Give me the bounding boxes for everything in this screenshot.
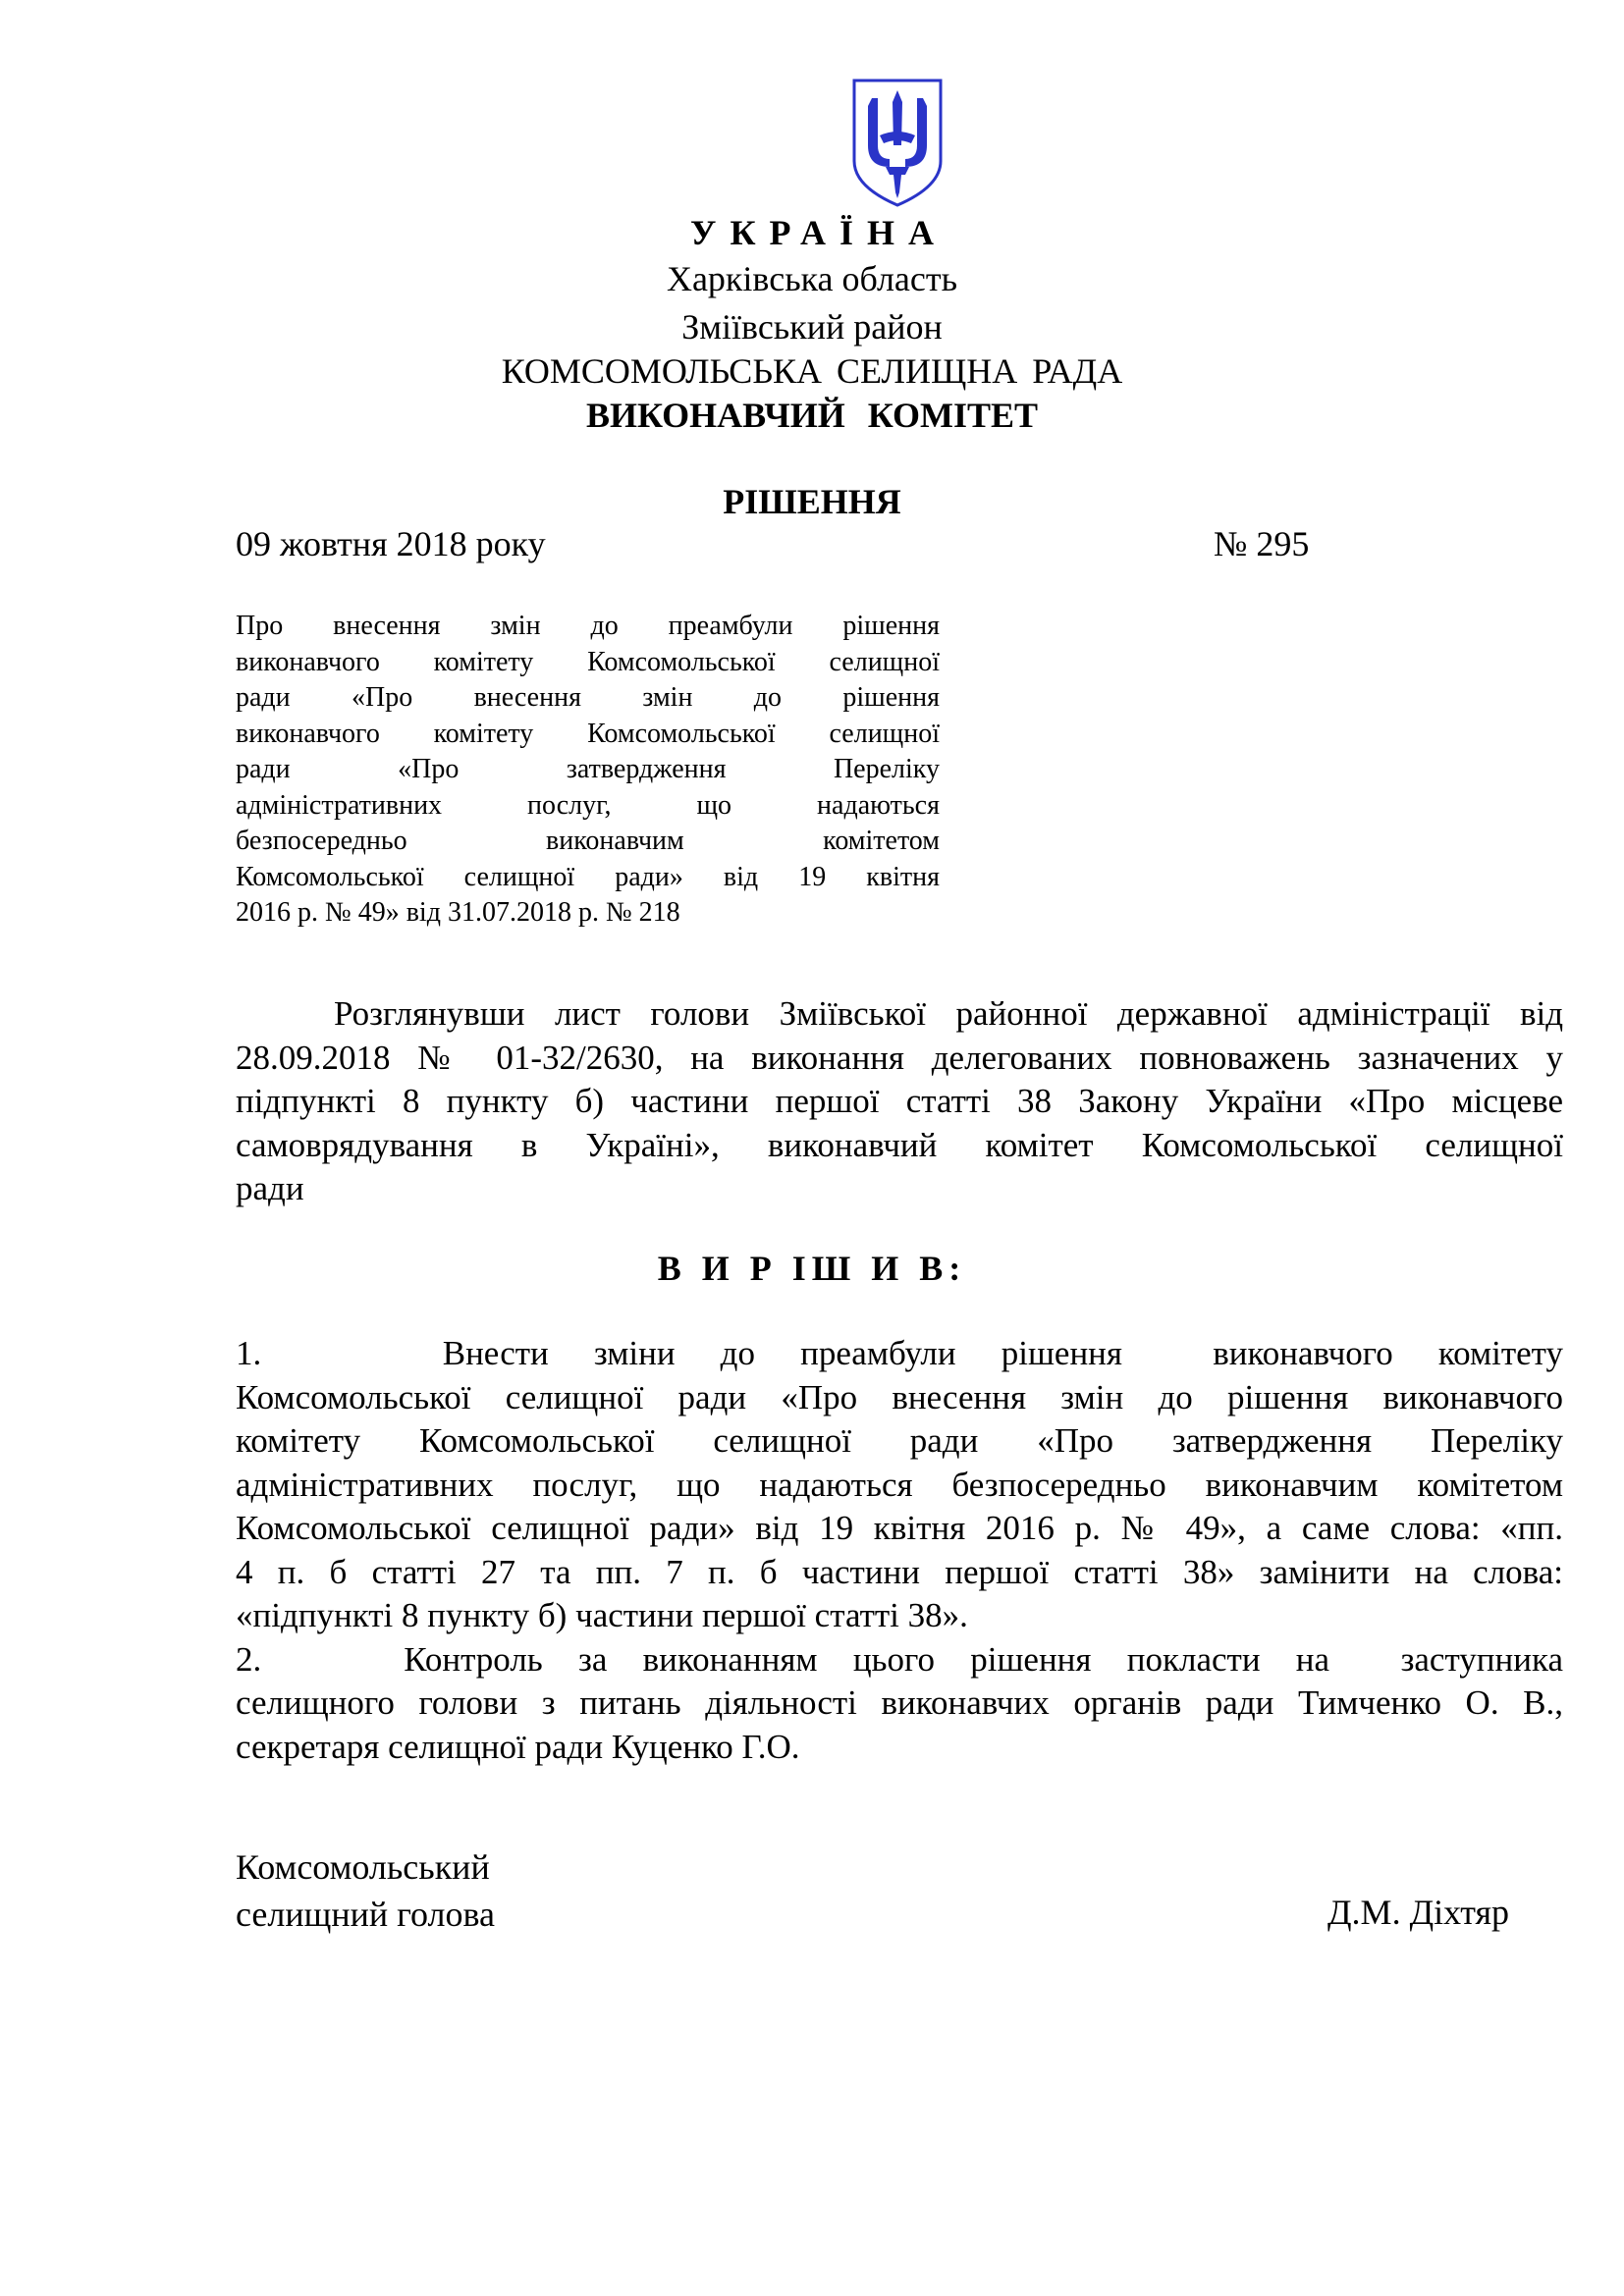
intro-paragraph — [236, 992, 1563, 1211]
decision-subject — [236, 609, 940, 932]
paragraph-line: Розглянувши лист голови Зміївської районної державної адміністрації від — [334, 994, 1563, 1033]
coat-of-arms-icon — [850, 77, 945, 209]
subject-line: адміністративних послуг, що надаються — [236, 789, 940, 821]
item-line: 1. Внести зміни до преамбули рішення виконавчого комітету — [236, 1334, 1563, 1372]
item-line: Комсомольської селищної ради «Про внесення змін до рішення виконавчого — [236, 1377, 1563, 1416]
subject-line: безпосередньо виконавчим комітетом — [236, 826, 940, 856]
signatory-position — [236, 1843, 495, 1938]
subject-line: Комсомольської селищної ради» від 19 квітня — [236, 861, 940, 892]
signatory-position-line: Комсомольський — [236, 1847, 490, 1887]
signatory-position-line: селищний голова — [236, 1895, 496, 1934]
item-line: секретаря селищної ради Куценко Г.О. — [236, 1727, 800, 1766]
committee-name: ВИКОНАВЧИЙ КОМІТЕТ — [585, 396, 1039, 435]
item-line: 4 п. б статті 27 та пп. 7 п. б частини першої статті 38» замінити на слова: — [236, 1552, 1563, 1591]
signatory-name: Д.М. Діхтяр — [1327, 1893, 1510, 1932]
resolved-heading: В И Р ІШ И В: — [657, 1249, 967, 1288]
subject-line: ради «Про внесення змін до рішення — [236, 682, 940, 713]
item-line: «підпункті 8 пункту б) частини першої статті 38». — [236, 1596, 968, 1634]
paragraph-line: підпункті 8 пункту б) частини першої статті 38 Закону України «Про місцеве — [236, 1082, 1563, 1120]
resolution-items — [236, 1332, 1563, 1769]
item-line: Комсомольської селищної ради» від 19 квітня 2016 р. № 49», а саме слова: «пп. — [236, 1509, 1563, 1547]
subject-line: 2016 р. № 49» від 31.07.2018 р. № 218 — [236, 897, 680, 928]
council-name: КОМСОМОЛЬСЬКА СЕЛИЩНА РАДА — [501, 351, 1123, 391]
decision-number: № 295 — [1214, 524, 1310, 563]
oblast-line: Харківська область — [666, 259, 958, 298]
country-heading: УКРАЇНА — [690, 213, 947, 252]
paragraph-line: самоврядування в Україні», виконавчий комітет Комсомольської селищної — [236, 1125, 1563, 1164]
item-line: комітету Комсомольської селищної ради «Про затвердження Переліку — [236, 1421, 1563, 1460]
item-line: селищного голови з питань діяльності виконавчих органів ради Тимченко О. В., — [236, 1683, 1563, 1722]
subject-line: виконавчого комітету Комсомольської селищної — [236, 646, 940, 677]
decision-date: 09 жовтня 2018 року — [236, 524, 546, 563]
paragraph-line: 28.09.2018 № 01-32/2630, на виконання делегованих повноважень зазначених у — [236, 1038, 1563, 1077]
subject-line: Про внесення змін до преамбули рішення — [236, 611, 940, 641]
paragraph-line: ради — [236, 1169, 304, 1207]
subject-line: виконавчого комітету Комсомольської селищної — [236, 718, 940, 749]
subject-line: ради «Про затвердження Переліку — [236, 754, 940, 784]
item-line: адміністративних послуг, що надаються безпосередньо виконавчим комітетом — [236, 1465, 1563, 1504]
raion-line: Зміївський район — [681, 307, 943, 347]
item-line: 2. Контроль за виконанням цього рішення покласти на заступника — [236, 1639, 1563, 1679]
decision-title: РІШЕННЯ — [723, 482, 901, 521]
